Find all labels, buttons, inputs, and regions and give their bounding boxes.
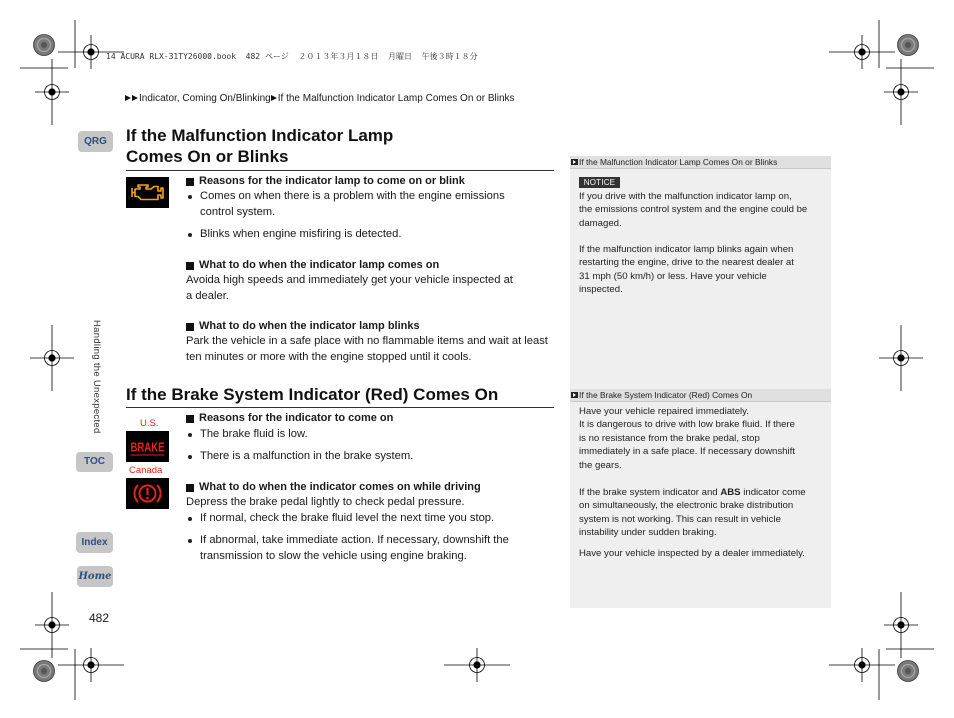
sidebar-heading-brake bbox=[570, 389, 831, 402]
tab-home[interactable]: Home bbox=[77, 566, 113, 587]
bullet-item bbox=[186, 533, 509, 564]
bullet-icon bbox=[188, 539, 192, 543]
brake-indicator-label: BRAKE bbox=[130, 439, 165, 455]
square-bullet-icon bbox=[186, 178, 194, 186]
bullet-icon bbox=[188, 195, 192, 199]
bullet-icon bbox=[188, 433, 192, 437]
breadcrumb-arrow-icon bbox=[271, 95, 277, 101]
sidebar-paragraph: Have your vehicle repaired immediately. It is dangerous to drive with low brake fluid. If there is no resistance from the brake pedal, stop immediately in a safe place. If necessary downshift the gears. bbox=[579, 406, 795, 471]
tab-toc[interactable]: TOC bbox=[76, 452, 113, 472]
reference-arrow-icon bbox=[571, 392, 578, 398]
sidebar-heading-malfunction bbox=[570, 156, 831, 169]
brake-text-indicator-icon bbox=[126, 431, 169, 462]
bullet-text: Blinks when engine misfiring is detected. bbox=[200, 228, 402, 240]
sidebar-heading-text: If the Malfunction Indicator Lamp Comes On or Blinks bbox=[579, 157, 778, 167]
section-title-malfunction: If the Malfunction Indicator Lamp Comes On or Blinks bbox=[126, 126, 394, 166]
subheading-text: Reasons for the indicator lamp to come on or blink bbox=[199, 175, 465, 187]
paragraph: Depress the brake pedal lightly to check pedal pressure. bbox=[186, 496, 465, 508]
section-title-brake: If the Brake System Indicator (Red) Comes On bbox=[126, 385, 499, 404]
region-label-canada: Canada bbox=[129, 465, 163, 476]
breadcrumb-arrow-icon bbox=[132, 95, 138, 101]
sidebar-paragraph-abs bbox=[579, 486, 806, 540]
bullet-item bbox=[186, 449, 413, 465]
notice-badge: NOTICE bbox=[579, 177, 620, 188]
square-bullet-icon bbox=[186, 484, 194, 492]
subheading-text: What to do when the indicator lamp comes on bbox=[199, 259, 440, 271]
subheading-brake-reasons bbox=[186, 411, 393, 427]
bullet-item bbox=[186, 427, 308, 443]
bullet-item bbox=[186, 227, 401, 243]
tab-index[interactable]: Index bbox=[76, 532, 113, 553]
paragraph: Park the vehicle in a safe place with no flammable items and wait at least ten minutes or more with the engine stopped until it cools. bbox=[186, 335, 548, 363]
breadcrumb-item-current[interactable]: If the Malfunction Indicator Lamp Comes On or Blinks bbox=[277, 93, 515, 104]
paragraph: Avoida high speeds and immediately get your vehicle inspected at a dealer. bbox=[186, 274, 513, 302]
registration-mark bbox=[35, 592, 69, 658]
registration-mark bbox=[829, 648, 895, 682]
bullet-item bbox=[186, 189, 505, 220]
subheading-comes-on bbox=[186, 258, 439, 274]
registration-mark bbox=[30, 325, 74, 391]
page-number: 482 bbox=[89, 611, 110, 625]
title-underline bbox=[126, 407, 554, 408]
reference-arrow-icon bbox=[571, 159, 578, 165]
breadcrumb bbox=[125, 93, 515, 105]
bullet-text: Comes on when there is a problem with the engine emissions control system. bbox=[200, 190, 505, 218]
subheading-text: Reasons for the indicator to come on bbox=[199, 412, 394, 424]
subheading-text: What to do when the indicator lamp blinks bbox=[199, 320, 420, 332]
registration-mark bbox=[829, 35, 895, 69]
sidebar-text: If the brake system indicator and bbox=[579, 487, 721, 498]
bullet-text: If normal, check the brake fluid level the next time you stop. bbox=[200, 512, 495, 524]
print-slug-header: 14 ACURA RLX-31TY26000.book 482 ページ ２０１３年３月１８日 月曜日 午後３時１８分 bbox=[106, 52, 478, 61]
sidebar-paragraph: If the malfunction indicator lamp blinks again when restarting the engine, drive to the nearest dealer at 31 mph (50 km/h) or less. Have your vehicle inspected. bbox=[579, 244, 794, 296]
registration-disc bbox=[898, 661, 919, 682]
square-bullet-icon bbox=[186, 262, 194, 270]
subheading-text: What to do when the indicator comes on while driving bbox=[199, 481, 481, 493]
registration-mark bbox=[884, 59, 918, 125]
bullet-item bbox=[186, 511, 494, 527]
bullet-text: There is a malfunction in the brake system. bbox=[200, 450, 414, 462]
subheading-blinks bbox=[186, 319, 420, 335]
bullet-text: The brake fluid is low. bbox=[200, 428, 308, 440]
bullet-text: If abnormal, take immediate action. If necessary, downshift the transmission to slow the vehicle using engine braking. bbox=[200, 534, 509, 562]
chapter-label: Handling the Unexpected bbox=[91, 320, 102, 434]
bullet-icon bbox=[188, 233, 192, 237]
crop-mark-top-left bbox=[20, 20, 75, 68]
check-engine-icon bbox=[126, 177, 169, 208]
square-bullet-icon bbox=[186, 415, 194, 423]
registration-mark bbox=[58, 648, 124, 682]
registration-mark bbox=[444, 648, 510, 682]
region-label-us: U.S. bbox=[140, 418, 159, 429]
sidebar-paragraph: Have your vehicle inspected by a dealer immediately. bbox=[579, 548, 805, 559]
crop-mark-top-right bbox=[879, 20, 934, 68]
sidebar-paragraph: If you drive with the malfunction indicator lamp on, the emissions control system and the engine could be damaged. bbox=[579, 191, 808, 229]
sidebar-text: indicator come on simultaneously, the electronic brake distribution system is not working. This can result in vehicle instability under sudden braking. bbox=[579, 487, 806, 539]
registration-mark bbox=[884, 592, 918, 658]
crop-mark-bottom-left bbox=[20, 649, 75, 700]
subheading-while-driving bbox=[186, 480, 481, 496]
registration-mark bbox=[879, 325, 923, 391]
abs-emphasis: ABS bbox=[720, 487, 741, 498]
registration-disc bbox=[898, 35, 919, 56]
title-underline bbox=[126, 170, 554, 171]
sidebar-heading-text: If the Brake System Indicator (Red) Comes On bbox=[579, 390, 753, 400]
bullet-icon bbox=[188, 517, 192, 521]
registration-disc bbox=[34, 35, 55, 56]
breadcrumb-arrow-icon bbox=[125, 95, 131, 101]
breadcrumb-item-parent[interactable]: Indicator, Coming On/Blinking bbox=[139, 93, 271, 104]
tab-qrg[interactable]: QRG bbox=[78, 131, 113, 152]
registration-mark bbox=[35, 59, 69, 125]
crop-mark-bottom-right bbox=[879, 649, 934, 700]
subheading-reasons bbox=[186, 174, 465, 190]
bullet-icon bbox=[188, 455, 192, 459]
brake-circle-exclamation-icon bbox=[126, 478, 169, 509]
registration-disc bbox=[34, 661, 55, 682]
square-bullet-icon bbox=[186, 323, 194, 331]
